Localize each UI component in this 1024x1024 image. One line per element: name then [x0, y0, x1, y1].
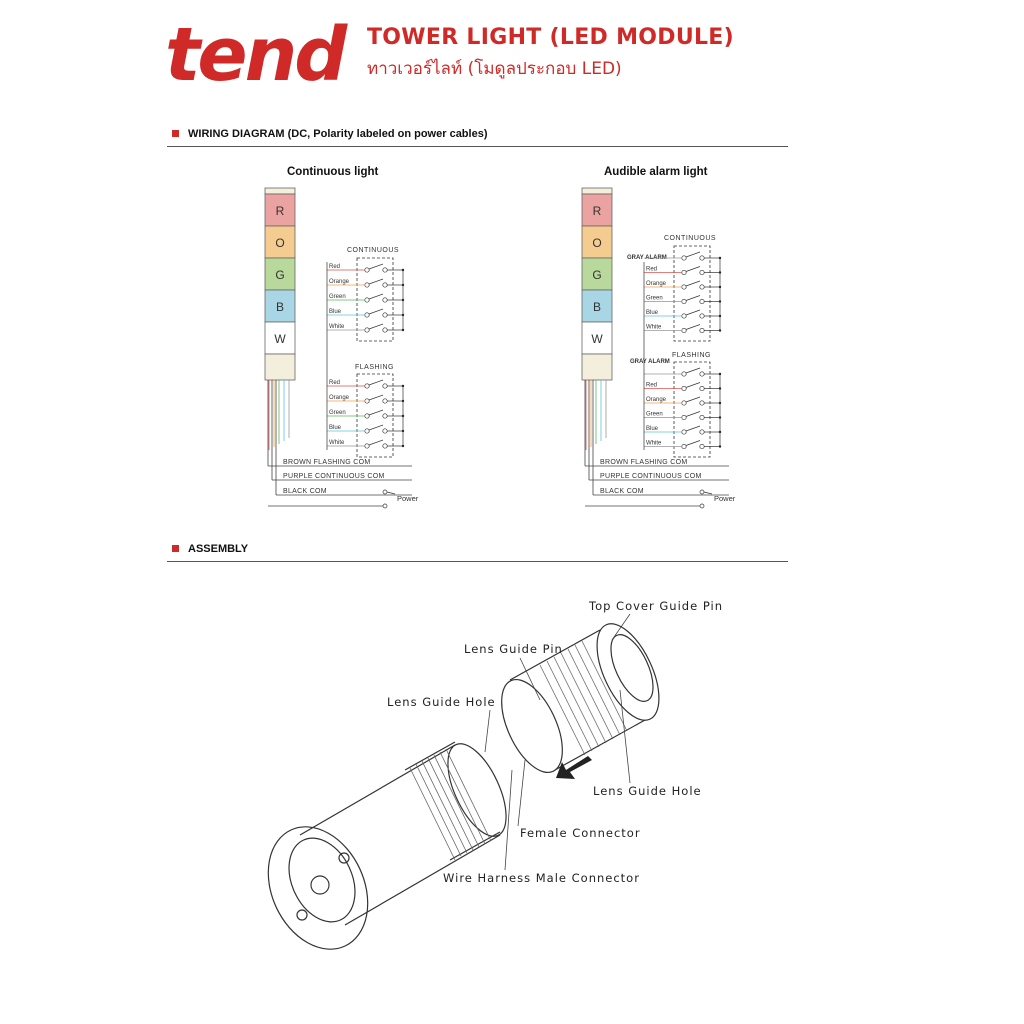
com-label: BLACK COM	[600, 488, 644, 495]
tower-tier-label: O	[275, 236, 285, 250]
wire-label: Green	[329, 294, 346, 300]
wire-label: Blue	[329, 309, 342, 315]
alarm-diagram-title: Audible alarm light	[604, 166, 708, 178]
brand-logo: tend	[165, 12, 345, 98]
base-flange	[249, 811, 386, 966]
continuous-label: CONTINUOUS	[664, 235, 717, 242]
com-label: PURPLE CONTINUOUS COM	[283, 473, 385, 480]
wire-label: Orange	[329, 395, 350, 401]
com-label: PURPLE CONTINUOUS COM	[600, 473, 702, 480]
wire-label: Orange	[646, 281, 667, 287]
wire-label: Red	[646, 382, 658, 389]
label-lens-guide-hole-right: Lens Guide Hole	[593, 784, 702, 798]
label-female-connector: Female Connector	[520, 826, 641, 840]
tower-tier-label: R	[592, 204, 602, 218]
flashing-label: FLASHING	[355, 364, 395, 371]
label-lens-guide-pin: Lens Guide Pin	[464, 642, 563, 656]
wire-label: Green	[646, 295, 663, 302]
com-label: BROWN FLASHING COM	[283, 459, 371, 466]
wire-label: Blue	[329, 425, 342, 431]
tower-tier-label: B	[592, 300, 602, 314]
wire-label: Orange	[646, 397, 667, 403]
wire-label: Green	[329, 410, 346, 416]
power-label: Power	[714, 494, 736, 503]
wire-label: White	[329, 324, 345, 330]
page-title: TOWER LIGHT (LED MODULE)	[367, 25, 734, 50]
com-label: BROWN FLASHING COM	[600, 459, 688, 466]
section-assembly-label: ASSEMBLY	[188, 543, 249, 555]
wire-label: Red	[646, 266, 658, 273]
tower-tier-label: O	[592, 236, 602, 250]
tower-tier-label: R	[275, 204, 285, 218]
wire-label: Red	[329, 264, 341, 270]
com-label: BLACK COM	[283, 488, 327, 495]
gray-alarm-label: GRAY ALARM	[627, 255, 667, 261]
wire-label: White	[329, 440, 345, 446]
gray-alarm-label: GRAY ALARM	[630, 359, 670, 365]
wire-label: Blue	[646, 426, 659, 432]
label-lens-guide-hole-left: Lens Guide Hole	[387, 695, 496, 709]
continuous-label: CONTINUOUS	[347, 247, 400, 254]
wire-label: Red	[329, 380, 341, 386]
tower-tier-label: B	[275, 300, 285, 314]
tower-tier-label: G	[275, 268, 285, 282]
tower-tier-label: W	[591, 332, 603, 346]
label-top-cover-guide-pin: Top Cover Guide Pin	[589, 599, 723, 613]
power-label: Power	[397, 494, 419, 503]
wire-label: White	[646, 324, 662, 331]
tower-tier-label: W	[274, 332, 286, 346]
wire-label: Green	[646, 411, 663, 418]
flashing-label: FLASHING	[672, 352, 712, 359]
continuous-diagram-title: Continuous light	[287, 166, 379, 178]
label-wire-harness-male-connector: Wire Harness Male Connector	[443, 871, 640, 885]
section-wiring-label: WIRING DIAGRAM (DC, Polarity labeled on power cables)	[188, 128, 488, 140]
wire-label: Blue	[646, 310, 659, 316]
page-subtitle-thai: ทาวเวอร์ไลท์ (โมดูลประกอบ LED)	[367, 59, 622, 79]
wire-label: Orange	[329, 279, 350, 285]
wire-label: White	[646, 440, 662, 447]
tower-tier-label: G	[592, 268, 602, 282]
